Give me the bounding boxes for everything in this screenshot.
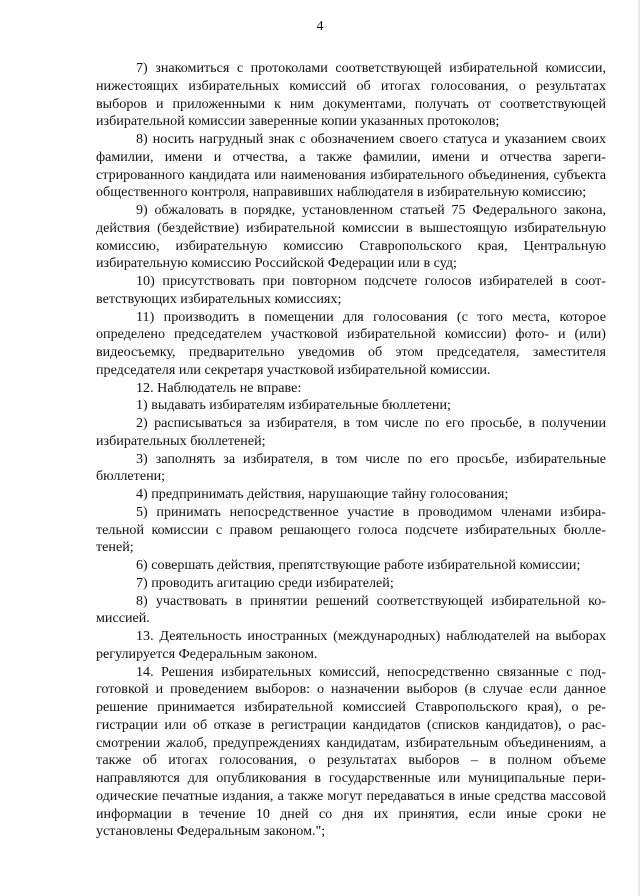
paragraph-12-7-agitation: 7) проводить агитацию среди избирателей; (136, 574, 394, 591)
paragraph-12-8-decisions: 8) участвовать в принятии решений соответствующей избирательной комиссией. (96, 592, 606, 627)
paragraph-12-4-secrecy: 4) предпринимать действия, нарушающие тайну голосования; (136, 486, 509, 502)
paragraph-7-familiarize-protocols: 7) знакомиться с протоколами соответствующей избирательной комиссии, нижестоящих избирательных комиссий об итогах голосования, о результатах выборов и приложенными к ним документами, получать от соответствующей избирательной комиссии заверенные копии указанных протоколов; (96, 60, 606, 130)
paragraph-12-observer-prohibited: 12. Наблюдатель не вправе: (136, 379, 302, 396)
paragraph-12-2-sign: 2) расписываться за избирателя, в том числе по его просьбе, в получении избирательных бюллетеней; (96, 415, 606, 449)
page-number: 4 (316, 19, 324, 34)
paragraph-11-photo-video: 11) производить в помещении для голосования (с того места, которое определено председателем участковой избирательной комиссии) фото- и (или) видеосъемку, предварительно уведомив об этом председателя, заместителя председателя или секретаря участковой избирательной комиссии. (96, 308, 606, 378)
paragraph-12-3-fill: 3) заполнять за избирателя, в том числе по его просьбе, избирательные бюллетени; (96, 450, 606, 485)
paragraph-9-appeal: 9) обжаловать в порядке, установленном статьей 75 Федерального закона, действия (бездействие) избирательной комиссии в вышестоящую избирательную комиссию, избирательную комиссию Ставропольского края, Центральную избирательную комиссию Российской Федерации или в суд; (96, 202, 606, 272)
paragraph-12-6-obstruct: 6) совершать действия, препятствующие работе избирательной комиссии; (136, 557, 581, 573)
paragraph-12-1-ballots: 1) выдавать избирателям избирательные бюллетени; (136, 397, 451, 414)
paragraph-12-5-counting: 5) принимать непосредственное участие в проводимом членами избирательной комиссии с правом решающего голоса подсчете избирательных бюллетеней; (96, 503, 606, 556)
paragraph-14-decisions-publication: 14. Решения избирательных комиссий, непосредственно связанные с подготовкой и проведением выборов: о назначении выборов (в случае если данное решение принимается избирательной комиссией Ставропольского края), о регистрации или об отказе в регистрации кандидатов (списков кандидатов), о рассмотрении жалоб, предупреждениях кандидатам, избирательным объединениям, а также об итогах голосования, о результатах выборов – в полном объеме направляются для опубликования в государственные или муниципальные периодические печатные издания, а также могут передаваться в иные средства массовой информации в течение 10 дней со дня их принятия, если иные сроки не установлены Федеральным законом."; (96, 663, 606, 840)
document-body (96, 60, 606, 841)
paragraph-10-recount: 10) присутствовать при повторном подсчете голосов избирателей в соответствующих избирательных комиссиях; (96, 273, 606, 307)
paragraph-13-foreign-observers: 13. Деятельность иностранных (международных) наблюдателей на выборах регулируется Федеральным законом. (96, 628, 606, 662)
paragraph-8-badge: 8) носить нагрудный знак с обозначением своего статуса и указанием своих фамилии, имени и отчества, а также фамилии, имени и отчества зарегистрированного кандидата или наименования избирательного объединения, субъекта общественного контроля, направивших наблюдателя в избирательную комиссию; (96, 131, 606, 201)
